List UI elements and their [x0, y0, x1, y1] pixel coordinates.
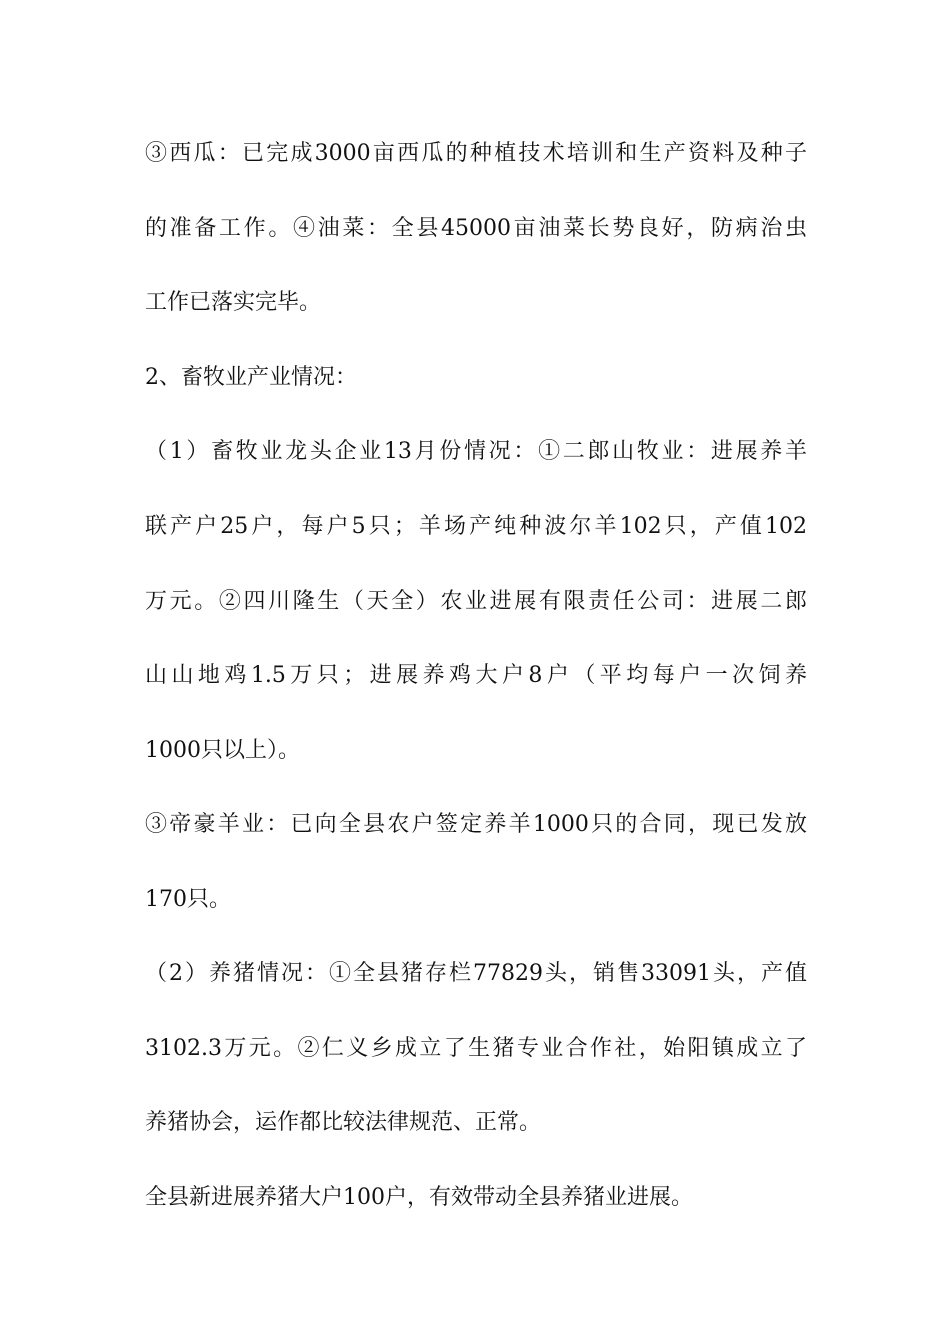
- text-line-6: 联产户25户，每户5只；羊场产纯种波尔羊102只，产值102: [145, 514, 807, 539]
- text-line-10: ③帝豪羊业：已向全县农户签定养羊1000只的合同，现已发放: [145, 812, 807, 837]
- section-heading-livestock: 2、畜牧业产业情况：: [145, 365, 357, 390]
- text-line-13: 3102.3万元。②仁义乡成立了生猪专业合作社，始阳镇成立了: [145, 1036, 807, 1061]
- text-line-3: 工作已落实完毕。: [145, 290, 322, 315]
- text-line-2: 的准备工作。④油菜：全县45000亩油菜长势良好，防病治虫: [145, 216, 807, 241]
- text-line-12: （2）养猪情况：①全县猪存栏77829头，销售33091头，产值: [145, 961, 807, 986]
- text-line-7: 万元。②四川隆生（天全）农业进展有限责任公司：进展二郎: [145, 589, 807, 614]
- text-line-1: ③西瓜：已完成3000亩西瓜的种植技术培训和生产资料及种子: [145, 141, 807, 166]
- text-line-8: 山山地鸡1.5万只；进展养鸡大户8户（平均每户一次饲养: [145, 663, 807, 688]
- text-line-9: 1000只以上）。: [145, 738, 300, 763]
- text-line-15: 全县新进展养猪大户100户，有效带动全县养猪业进展。: [145, 1185, 693, 1210]
- text-line-5: （1）畜牧业龙头企业13月份情况：①二郎山牧业：进展养羊: [145, 439, 807, 464]
- text-line-11: 170只。: [145, 887, 231, 912]
- text-line-14: 养猪协会，运作都比较法律规范、正常。: [145, 1110, 542, 1135]
